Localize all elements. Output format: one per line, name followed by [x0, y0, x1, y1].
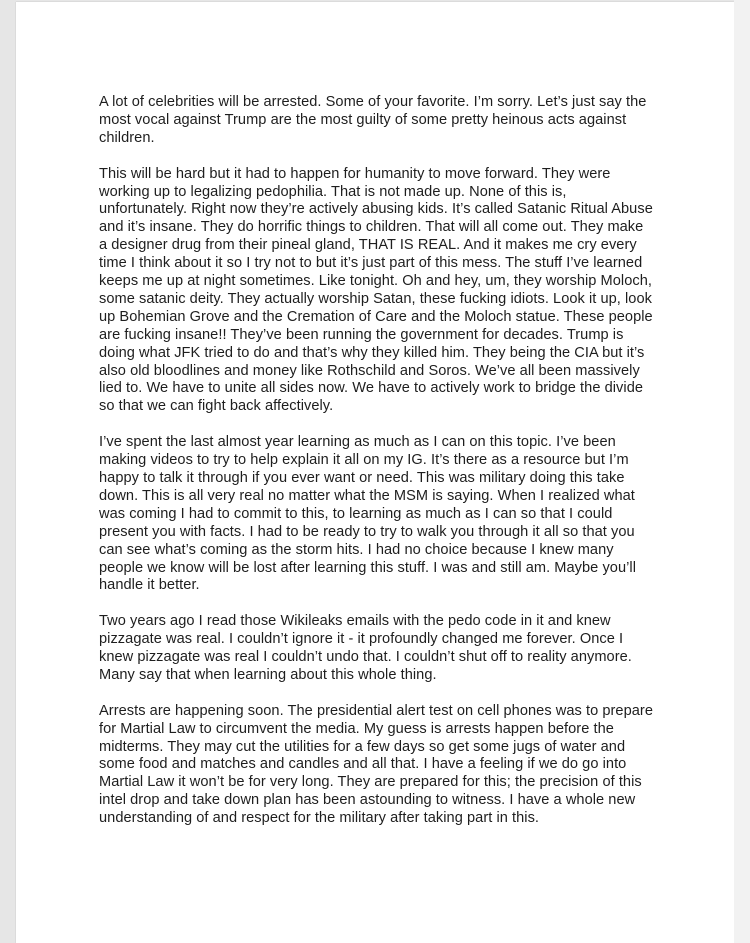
paragraph-5: Arrests are happening soon. The presidential alert test on cell phones was to prepare for Martial Law to circumvent the media. My guess is arrests happen before the midterms. They may cut the utilities for a few days so get some jugs of water and some food and matches and candles and all that. I have a feeling if we do go into Martial Law it won’t be for very long. They are prepared for this; the precision of this intel drop and take down plan has been astounding to witness. I have a whole new understanding of and respect for the military after taking part in this.	[99, 702, 654, 827]
paragraph-1: A lot of celebrities will be arrested. Some of your favorite. I’m sorry. Let’s just say the most vocal against Trump are the most guilty of some pretty heinous acts against children.	[99, 94, 647, 146]
viewer-background-edge	[734, 0, 750, 943]
paragraph-4: Two years ago I read those Wikileaks emails with the pedo code in it and knew pizzagate was real. I couldn’t ignore it - it profoundly changed me forever. Once I knew pizzagate was real I couldn’t undo that. I couldn’t shut off to reality anymore. Many say that when learning about this whole thing.	[99, 613, 632, 683]
document-page	[16, 2, 734, 943]
paragraph-2: This will be hard but it had to happen for humanity to move forward. They were working up to legalizing pedophilia. That is not made up. None of this is, unfortunately. Right now they’re actively abusing kids. It’s called Satanic Ritual Abuse and it’s insane. They do horrific things to children. That will all come out. They make a designer drug from their pineal gland, THAT IS REAL. And it makes me cry every time I think about it so I try not to but it’s just part of this mess. The stuff I’ve learned keeps me up at night sometimes. Like tonight. Oh and hey, um, they worship Moloch, some satanic deity. They actually worship Satan, these fucking idiots. Look it up, look up Bohemian Grove and the Cremation of Care and the Moloch statue. These people are fucking insane!! They’ve been running the government for decades. Trump is doing what JFK tried to do and that’s why they killed him. They being the CIA but it’s also old bloodlines and money like Rothschild and Soros. We’ve all been massively lied to. We have to unite all sides now. We have to actively work to bridge the divide so that we can fight back affectively.	[99, 165, 653, 415]
document-body	[99, 94, 654, 846]
paragraph-3: I’ve spent the last almost year learning as much as I can on this topic. I’ve been making videos to try to help explain it all on my IG. It’s there as a resource but I’m happy to talk it through if you ever want or need. This was military doing this take down. This is all very real no matter what the MSM is saying. When I realized what was coming I had to commit to this, to learning as much as I can so that I could present you with facts. I had to be ready to try to walk you through it all so that you can see what’s coming as the storm hits. I had no choice because I knew many people we know will be lost after learning this stuff. I was and still am. Maybe you’ll handle it better.	[99, 434, 637, 594]
